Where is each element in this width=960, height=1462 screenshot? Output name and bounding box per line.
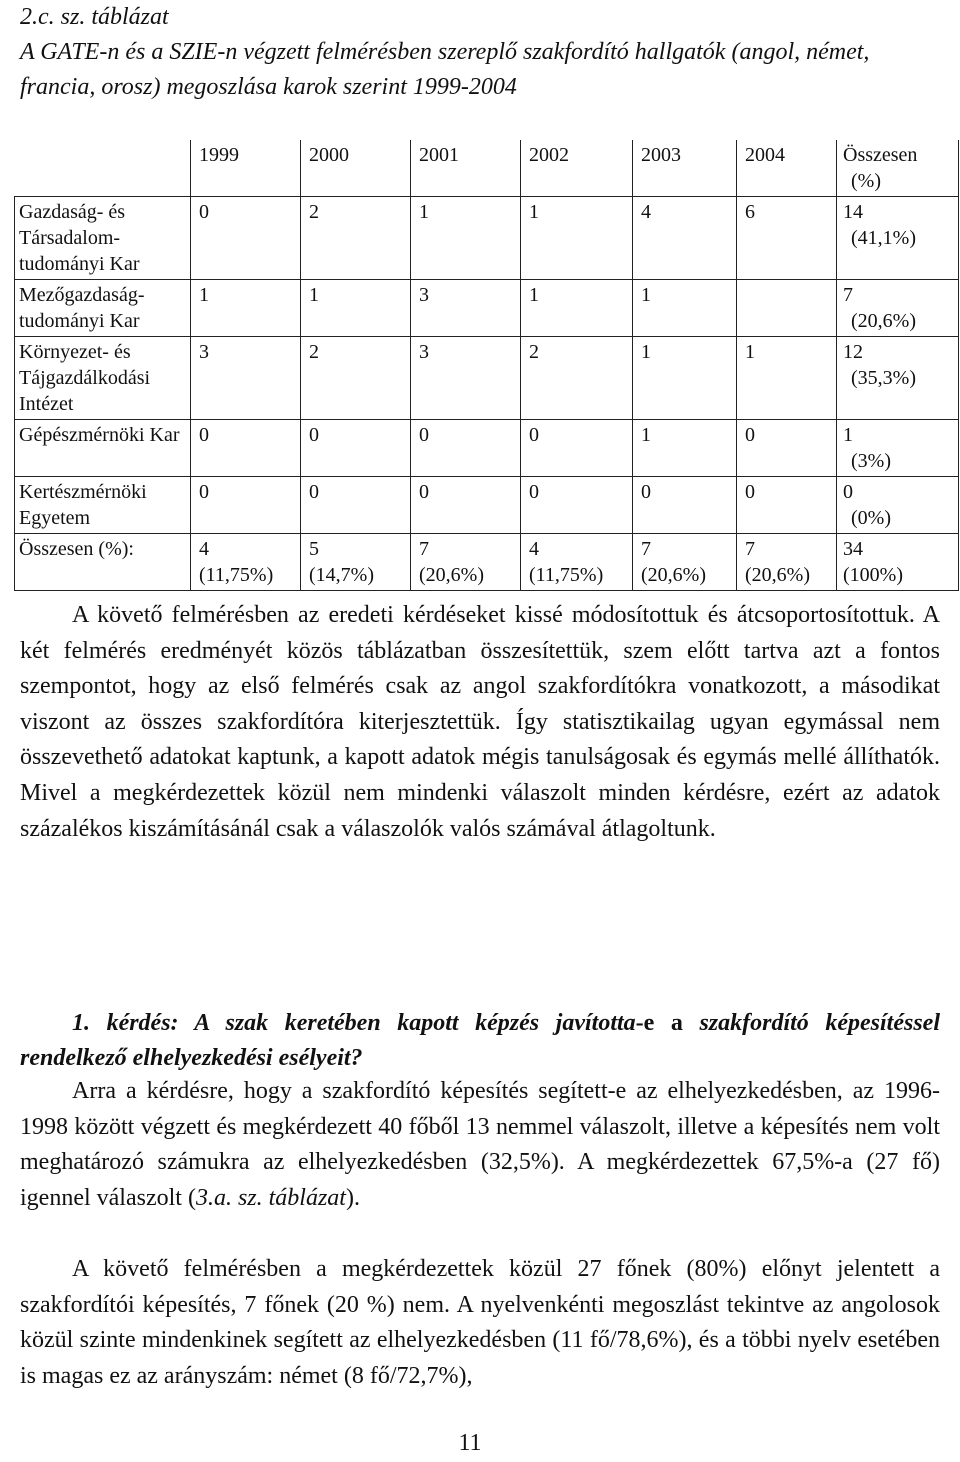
header-empty xyxy=(15,140,191,197)
row-label: Gépészmérnöki Kar xyxy=(15,420,191,477)
cell: 1 xyxy=(301,280,411,337)
cell: 1 xyxy=(411,197,521,280)
row-total: 1 (3%) xyxy=(837,420,959,477)
cell: 0 xyxy=(301,477,411,534)
table-caption xyxy=(20,0,940,105)
row-label: Gazdaság- és Társadalom-tudományi Kar xyxy=(15,197,191,280)
table-totals-row xyxy=(15,534,959,591)
cell: 1 xyxy=(633,420,737,477)
table-header-row xyxy=(15,140,959,197)
cell: 3 xyxy=(191,337,301,420)
cell: 6 xyxy=(737,197,837,280)
cell: 0 xyxy=(411,420,521,477)
paragraph-2: Arra a kérdésre, hogy a szakfordító képesítés segített-e az elhelyezkedésben, az 1996-1998 között végzett és megkérdezett 40 főből 13 nemmel válaszolt, illetve a képesítés nem volt meghatározó számukra az elhelyezkedésben (32,5%). A megkérdezettek 67,5%-a (27 fő) igennel válaszolt (3.a. sz. táblázat). xyxy=(20,1078,940,1211)
row-total: 14 (41,1%) xyxy=(837,197,959,280)
grand-total: 34 (100%) xyxy=(837,534,959,591)
totals-label: Összesen (%): xyxy=(15,534,191,591)
header-2001: 2001 xyxy=(411,140,521,197)
cell: 0 xyxy=(301,420,411,477)
table-row xyxy=(15,280,959,337)
row-total: 12 (35,3%) xyxy=(837,337,959,420)
table-row xyxy=(15,197,959,280)
header-total: Összesen (%) xyxy=(837,140,959,197)
header-2003: 2003 xyxy=(633,140,737,197)
cell: 0 xyxy=(191,477,301,534)
cell: 7 (20,6%) xyxy=(737,534,837,591)
header-1999: 1999 xyxy=(191,140,301,197)
row-label: Mezőgazdaság-tudományi Kar xyxy=(15,280,191,337)
faculty-distribution-table xyxy=(14,140,959,591)
table-row xyxy=(15,477,959,534)
cell: 1 xyxy=(737,337,837,420)
cell: 1 xyxy=(191,280,301,337)
page-number: 11 xyxy=(458,1430,482,1456)
cell: 0 xyxy=(521,477,633,534)
cell: 1 xyxy=(633,337,737,420)
cell: 0 xyxy=(521,420,633,477)
cell: 0 xyxy=(737,477,837,534)
cell: 0 xyxy=(737,420,837,477)
cell: 1 xyxy=(521,197,633,280)
row-total: 0 (0%) xyxy=(837,477,959,534)
cell: 5 (14,7%) xyxy=(301,534,411,591)
table-row xyxy=(15,337,959,420)
cell: 3 xyxy=(411,337,521,420)
cell: 4 (11,75%) xyxy=(191,534,301,591)
cell: 2 xyxy=(521,337,633,420)
cell xyxy=(737,280,837,337)
table-title: A GATE-n és a SZIE-n végzett felmérésben szereplő szakfordító hallgatók (angol, német, francia, orosz) megoszlása karok szerint 1999-2004 xyxy=(20,39,870,100)
cell: 1 xyxy=(521,280,633,337)
cell: 2 xyxy=(301,197,411,280)
cell: 0 xyxy=(191,197,301,280)
cell: 0 xyxy=(633,477,737,534)
cell: 2 xyxy=(301,337,411,420)
header-2000: 2000 xyxy=(301,140,411,197)
cell: 0 xyxy=(411,477,521,534)
row-label: Környezet- és Tájgazdálkodási Intézet xyxy=(15,337,191,420)
cell: 0 xyxy=(191,420,301,477)
question-1: 1. kérdés: A szak keretében kapott képzés javította-e a szakfordító képesítéssel rendelkező elhelyezkedési esélyeit? xyxy=(20,1010,940,1071)
header-2004: 2004 xyxy=(737,140,837,197)
row-label: Kertészmérnöki Egyetem xyxy=(15,477,191,534)
header-2002: 2002 xyxy=(521,140,633,197)
cell: 4 (11,75%) xyxy=(521,534,633,591)
paragraph-1: A követő felmérésben az eredeti kérdéseket kissé módosítottuk és átcsoportosítottuk. A két felmérés eredményét közös táblázatban összesítettük, szem előtt tartva azt a fontos szempontot, hogy az első felmérés csak az angol szakfordítókra vonatkozott, a másodikat viszont az összes szakfordítóra kiterjesztettük. Így statisztikailag ugyan egymással nem összevethető adatokat kaptunk, a kapott adatok mégis tanulságosak és egymás mellé állíthatók. Mivel a megkérdezettek közül nem mindenki válaszolt minden kérdésre, ezért az adatok százalékos kiszámításánál csak a válaszolók valós számával átlagoltunk. xyxy=(20,602,940,842)
paragraph-3: A követő felmérésben a megkérdezettek közül 27 főnek (80%) előnyt jelentett a szakfordítói képesítés, 7 főnek (20 %) nem. A nyelvenkénti megoszlást tekintve az angolosok közül szinte mindenkinek segített az elhelyezkedésben (11 fő/78,6%), és a többi nyelv esetében is magas ez az arányszám: német (8 fő/72,7%), xyxy=(20,1256,940,1389)
cell: 7 (20,6%) xyxy=(411,534,521,591)
table-row xyxy=(15,420,959,477)
cell: 1 xyxy=(633,280,737,337)
table-number: 2.c. sz. táblázat xyxy=(20,4,169,30)
row-total: 7 (20,6%) xyxy=(837,280,959,337)
table-reference: 3.a. sz. táblázat xyxy=(195,1184,346,1211)
cell: 7 (20,6%) xyxy=(633,534,737,591)
cell: 4 xyxy=(633,197,737,280)
cell: 3 xyxy=(411,280,521,337)
